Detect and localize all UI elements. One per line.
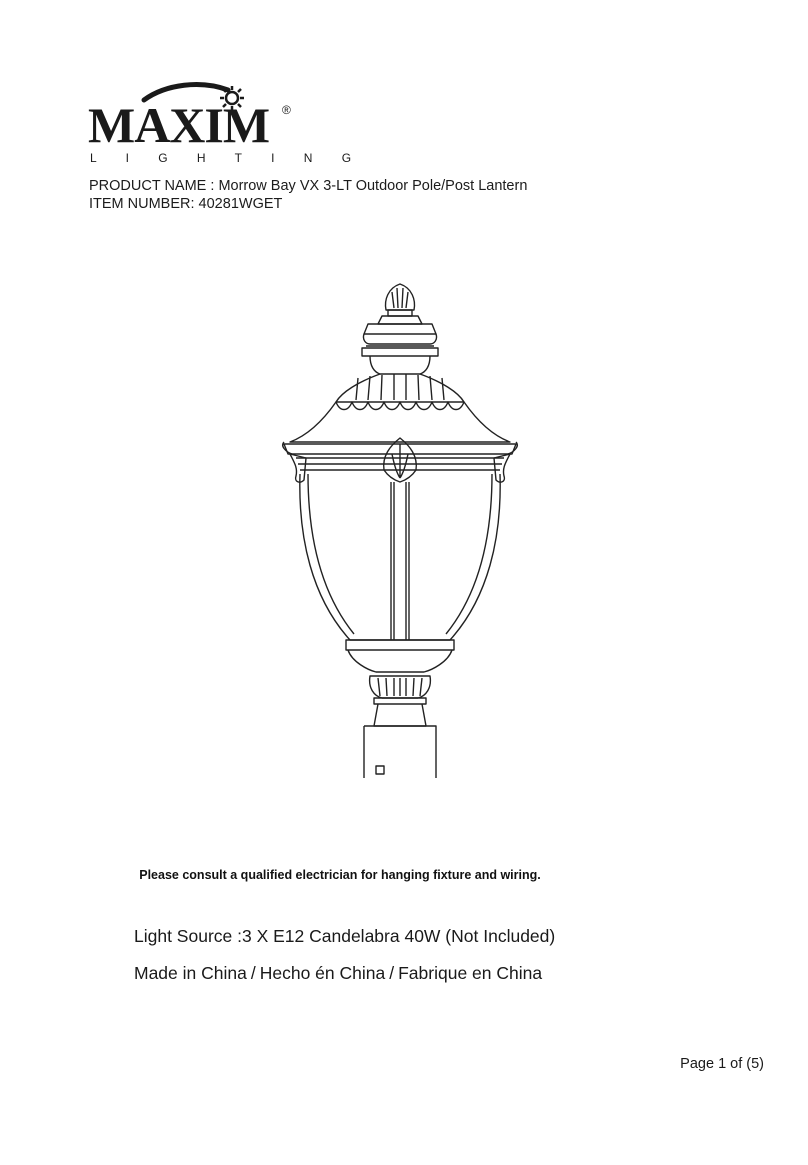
made-in-fr: Fabrique en China — [398, 963, 543, 983]
item-number: ITEM NUMBER: 40281WGET — [89, 196, 283, 212]
made-in-es: Hecho én China — [259, 963, 386, 983]
separator: / — [250, 963, 256, 983]
made-in-en: Made in China — [134, 963, 247, 983]
safety-warning: Please consult a qualified electrician for hanging fixture and wiring. — [139, 868, 541, 882]
page-number: Page 1 of (5) — [680, 1056, 764, 1072]
registered-mark: ® — [282, 103, 291, 117]
light-source-spec: Light Source :3 X E12 Candelabra 40W (Not Included) — [134, 926, 556, 946]
country-of-origin — [134, 963, 542, 984]
lantern-illustration — [270, 278, 530, 783]
brand-subtitle: L I G H T I N G — [90, 151, 365, 165]
separator: / — [389, 963, 395, 983]
maxim-lighting-logo — [86, 78, 365, 170]
product-name: PRODUCT NAME : Morrow Bay VX 3-LT Outdoor Pole/Post Lantern — [89, 178, 528, 194]
product-info — [89, 177, 527, 213]
brand-wordmark: MAXIM — [88, 97, 270, 153]
